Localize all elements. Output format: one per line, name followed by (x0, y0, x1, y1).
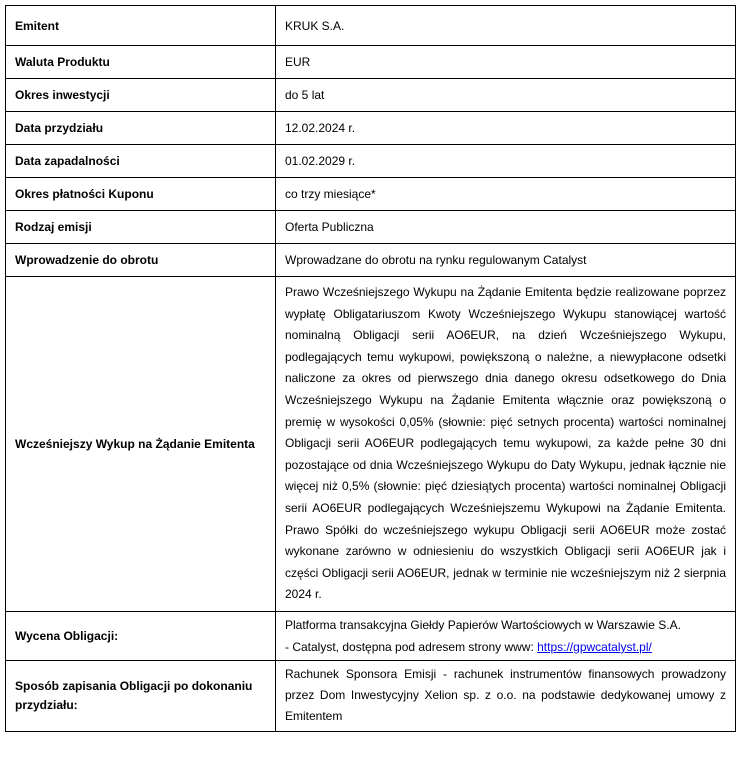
early-redemption-label: Wcześniejszy Wykup na Żądanie Emitenta (6, 277, 276, 612)
maturity-date-value: 01.02.2029 r. (276, 145, 736, 178)
investment-period-value: do 5 lat (276, 79, 736, 112)
trading-value: Wprowadzane do obrotu na rynku regulowanym Catalyst (276, 244, 736, 277)
issuer-label: Emitent (6, 6, 276, 46)
table-row-allotment-date (6, 112, 736, 145)
table-row-early-redemption (6, 277, 736, 612)
table-row-currency (6, 46, 736, 79)
trading-label: Wprowadzenie do obrotu (6, 244, 276, 277)
table-row-account (6, 660, 736, 731)
table-row-valuation (6, 611, 736, 660)
table-row-issuer (6, 6, 736, 46)
table-row-investment-period (6, 79, 736, 112)
gpwcatalyst-link[interactable]: https://gpwcatalyst.pl/ (537, 639, 652, 654)
account-label: Sposób zapisania Obligacji po dokonaniu przydziału: (6, 660, 276, 731)
bond-terms-sheet (5, 5, 736, 732)
maturity-date-label: Data zapadalności (6, 145, 276, 178)
valuation-value (276, 611, 736, 660)
coupon-period-label: Okres płatności Kuponu (6, 178, 276, 211)
coupon-period-value: co trzy miesiące* (276, 178, 736, 211)
valuation-platform-text: Platforma transakcyjna Giełdy Papierów Wartościowych w Warszawie S.A. (285, 617, 681, 632)
account-value: Rachunek Sponsora Emisji - rachunek instrumentów finansowych prowadzony przez Dom Inwestycyjny Xelion sp. z o.o. na podstawie dedykowanej umowy z Emitentem (276, 660, 736, 731)
allotment-date-label: Data przydziału (6, 112, 276, 145)
valuation-address-text: - Catalyst, dostępna pod adresem strony www: (285, 639, 538, 654)
investment-period-label: Okres inwestycji (6, 79, 276, 112)
table-row-coupon-period (6, 178, 736, 211)
table-row-trading (6, 244, 736, 277)
currency-label: Waluta Produktu (6, 46, 276, 79)
issue-type-value: Oferta Publiczna (276, 211, 736, 244)
table-row-maturity-date (6, 145, 736, 178)
allotment-date-value: 12.02.2024 r. (276, 112, 736, 145)
early-redemption-value: Prawo Wcześniejszego Wykupu na Żądanie Emitenta będzie realizowane poprzez wypłatę Obligatariuszom Kwoty Wcześniejszego Wykupu stanowiącej wartość nominalną Obligacji serii AO6EUR, na dzień Wcześniejszego Wykupu, podlegających temu wykupowi, powiększoną o należne, a niewypłacone odsetki naliczone za okres od pierwszego dnia danego okresu odsetkowego do Dnia Wcześniejszego Wykupu na Żądanie Emitenta włącznie oraz powiększoną o premię w wysokości 0,05% (słownie: pięć setnych procenta) wartości nominalnej Obligacji serii AO6EUR podlegających temu wykupowi, za każde pełne 30 dni pozostające od dnia Wcześniejszego Wykupu do Daty Wykupu, jednak łącznie nie więcej niż 0,5% (słownie: pięć dziesiątych procenta) wartości nominalnej Obligacji serii AO6EUR podlegających Wcześniejszemu Wykupowi na Żądanie Emitenta. Prawo Spółki do wcześniejszego wykupu Obligacji serii AO6EUR może zostać wykonane zarówno w odniesieniu do wszystkich Obligacji serii AO6EUR jak i części Obligacji serii AO6EUR, jednak w terminie nie wcześniejszym niż 2 sierpnia 2024 r. (276, 277, 736, 612)
issuer-value: KRUK S.A. (276, 6, 736, 46)
bond-terms-table (5, 5, 736, 732)
issue-type-label: Rodzaj emisji (6, 211, 276, 244)
valuation-label: Wycena Obligacji: (6, 611, 276, 660)
currency-value: EUR (276, 46, 736, 79)
table-row-issue-type (6, 211, 736, 244)
